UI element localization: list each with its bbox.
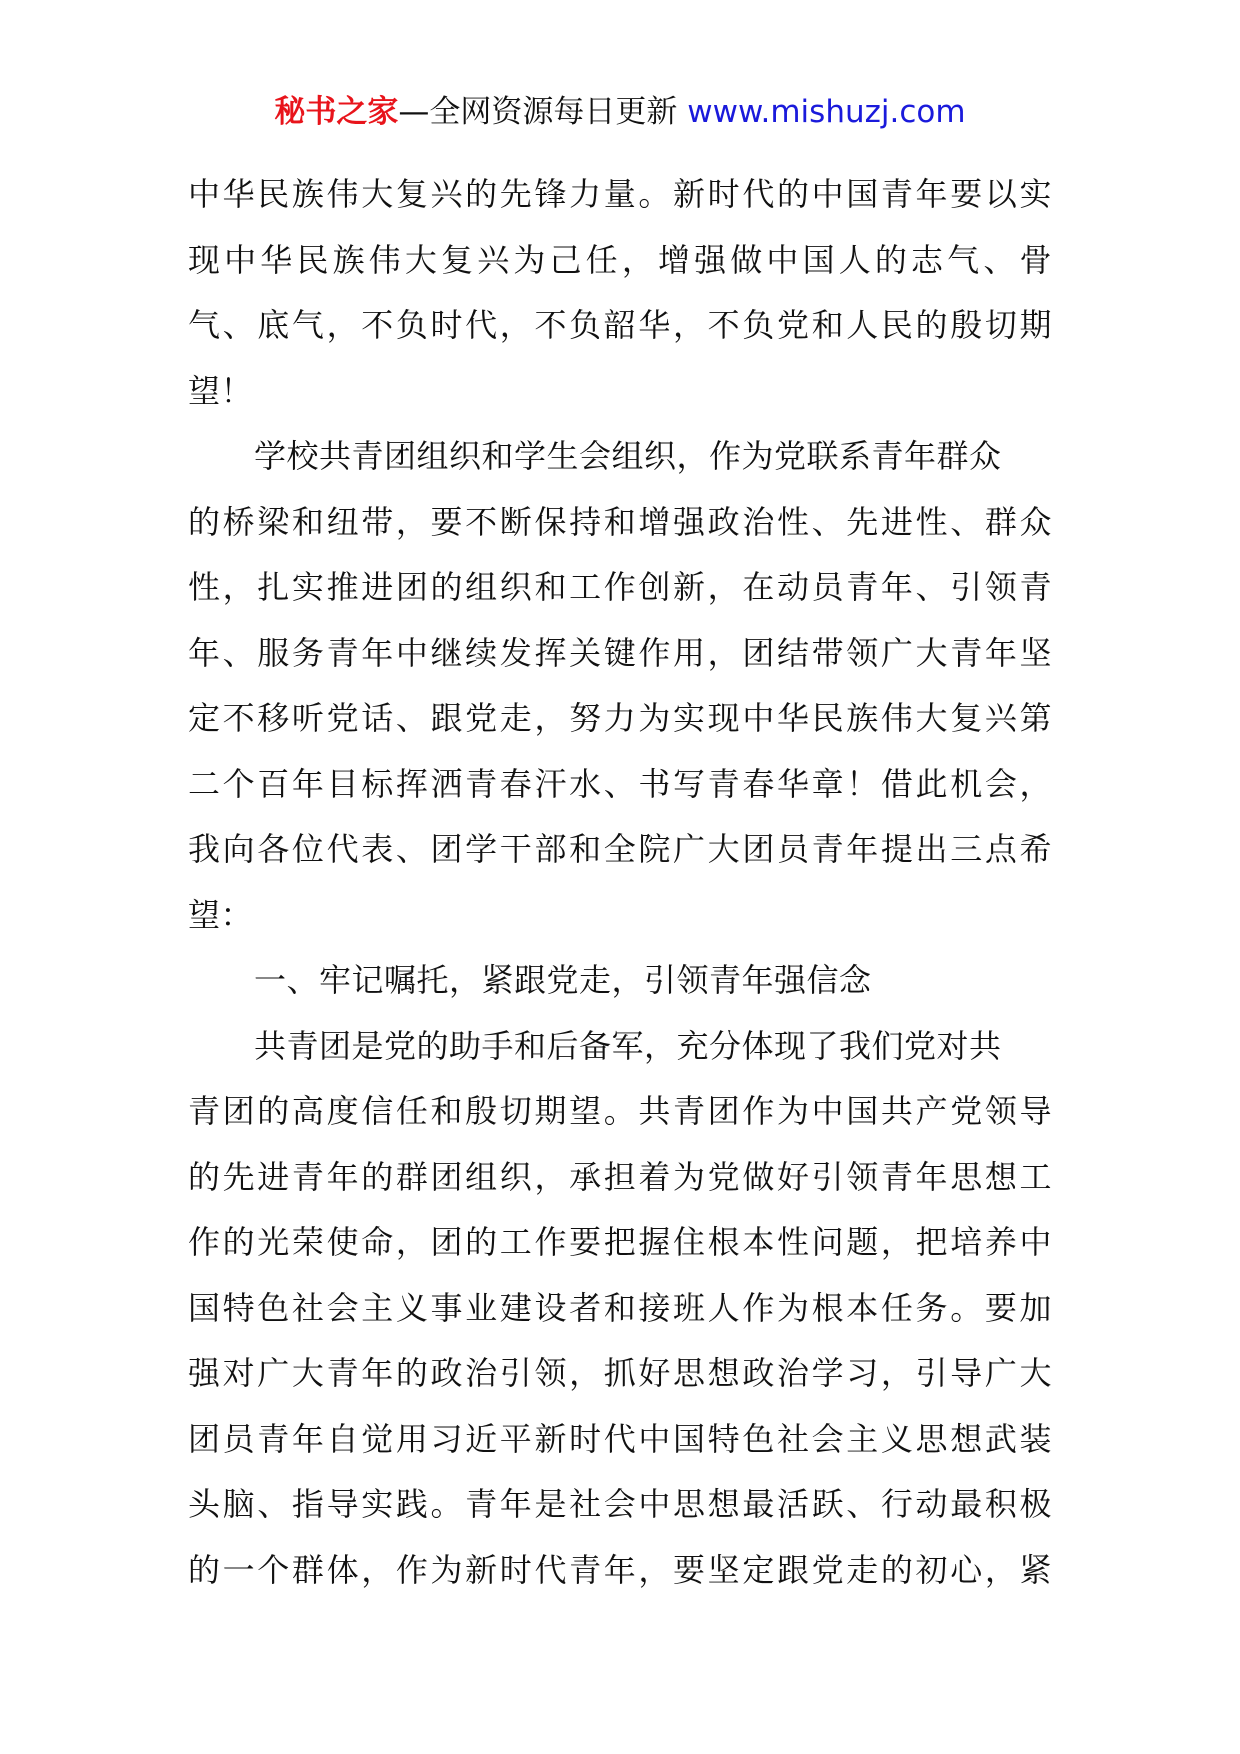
document-body [188, 162, 1052, 1603]
text-line: 望！ [188, 371, 254, 410]
text-line: 头脑、指导实践。青年是社会中思想最活跃、行动最积极 [188, 1485, 1052, 1523]
text-line: 中华民族伟大复兴的先锋力量。新时代的中国青年要以实 [188, 175, 1052, 213]
text-line: 定不移听党话、跟党走，努力为实现中华民族伟大复兴第 [188, 699, 1052, 737]
text-line: 强对广大青年的政治引领，抓好思想政治学习，引导广大 [188, 1354, 1052, 1392]
site-url-link[interactable]: www.mishuzj.com [687, 94, 966, 130]
text-line: 年、服务青年中继续发挥关键作用，团结带领广大青年坚 [188, 633, 1052, 672]
text-line: 作的光荣使命，团的工作要把握住根本性问题，把培养中 [188, 1223, 1052, 1261]
text-line: 的先进青年的群团组织，承担着为党做好引领青年思想工 [188, 1157, 1052, 1196]
text-line: 望： [188, 895, 254, 934]
text-line: 性，扎实推进团的组织和工作创新，在动员青年、引领青 [188, 568, 1052, 606]
text-line: 我向各位代表、团学干部和全院广大团员青年提出三点希 [188, 830, 1052, 868]
text-line: 二个百年目标挥洒青春汗水、书写青春华章！借此机会， [188, 764, 1052, 803]
site-tagline: —全网资源每日更新 [398, 94, 688, 130]
text-line: 团员青年自觉用习近平新时代中国特色社会主义思想武装 [188, 1419, 1052, 1458]
site-brand: 秘书之家 [274, 94, 399, 130]
site-header [0, 92, 1240, 132]
text-line: 国特色社会主义事业建设者和接班人作为根本任务。要加 [188, 1288, 1052, 1327]
text-line: 青团的高度信任和殷切期望。共青团作为中国共产党领导 [188, 1092, 1052, 1130]
paragraph-start-line: 学校共青团组织和学生会组织，作为党联系青年群众 [254, 437, 1002, 475]
text-line: 的桥梁和纽带，要不断保持和增强政治性、先进性、群众 [188, 502, 1052, 541]
text-line: 的一个群体，作为新时代青年，要坚定跟党走的初心，紧 [188, 1550, 1052, 1589]
text-line: 气、底气，不负时代，不负韶华，不负党和人民的殷切期 [188, 306, 1052, 344]
section-heading: 一、牢记嘱托，紧跟党走，引领青年强信念 [254, 961, 872, 999]
paragraph-start-line: 共青团是党的助手和后备军，充分体现了我们党对共 [254, 1026, 1002, 1065]
text-line: 现中华民族伟大复兴为己任，增强做中国人的志气、骨 [188, 240, 1052, 279]
